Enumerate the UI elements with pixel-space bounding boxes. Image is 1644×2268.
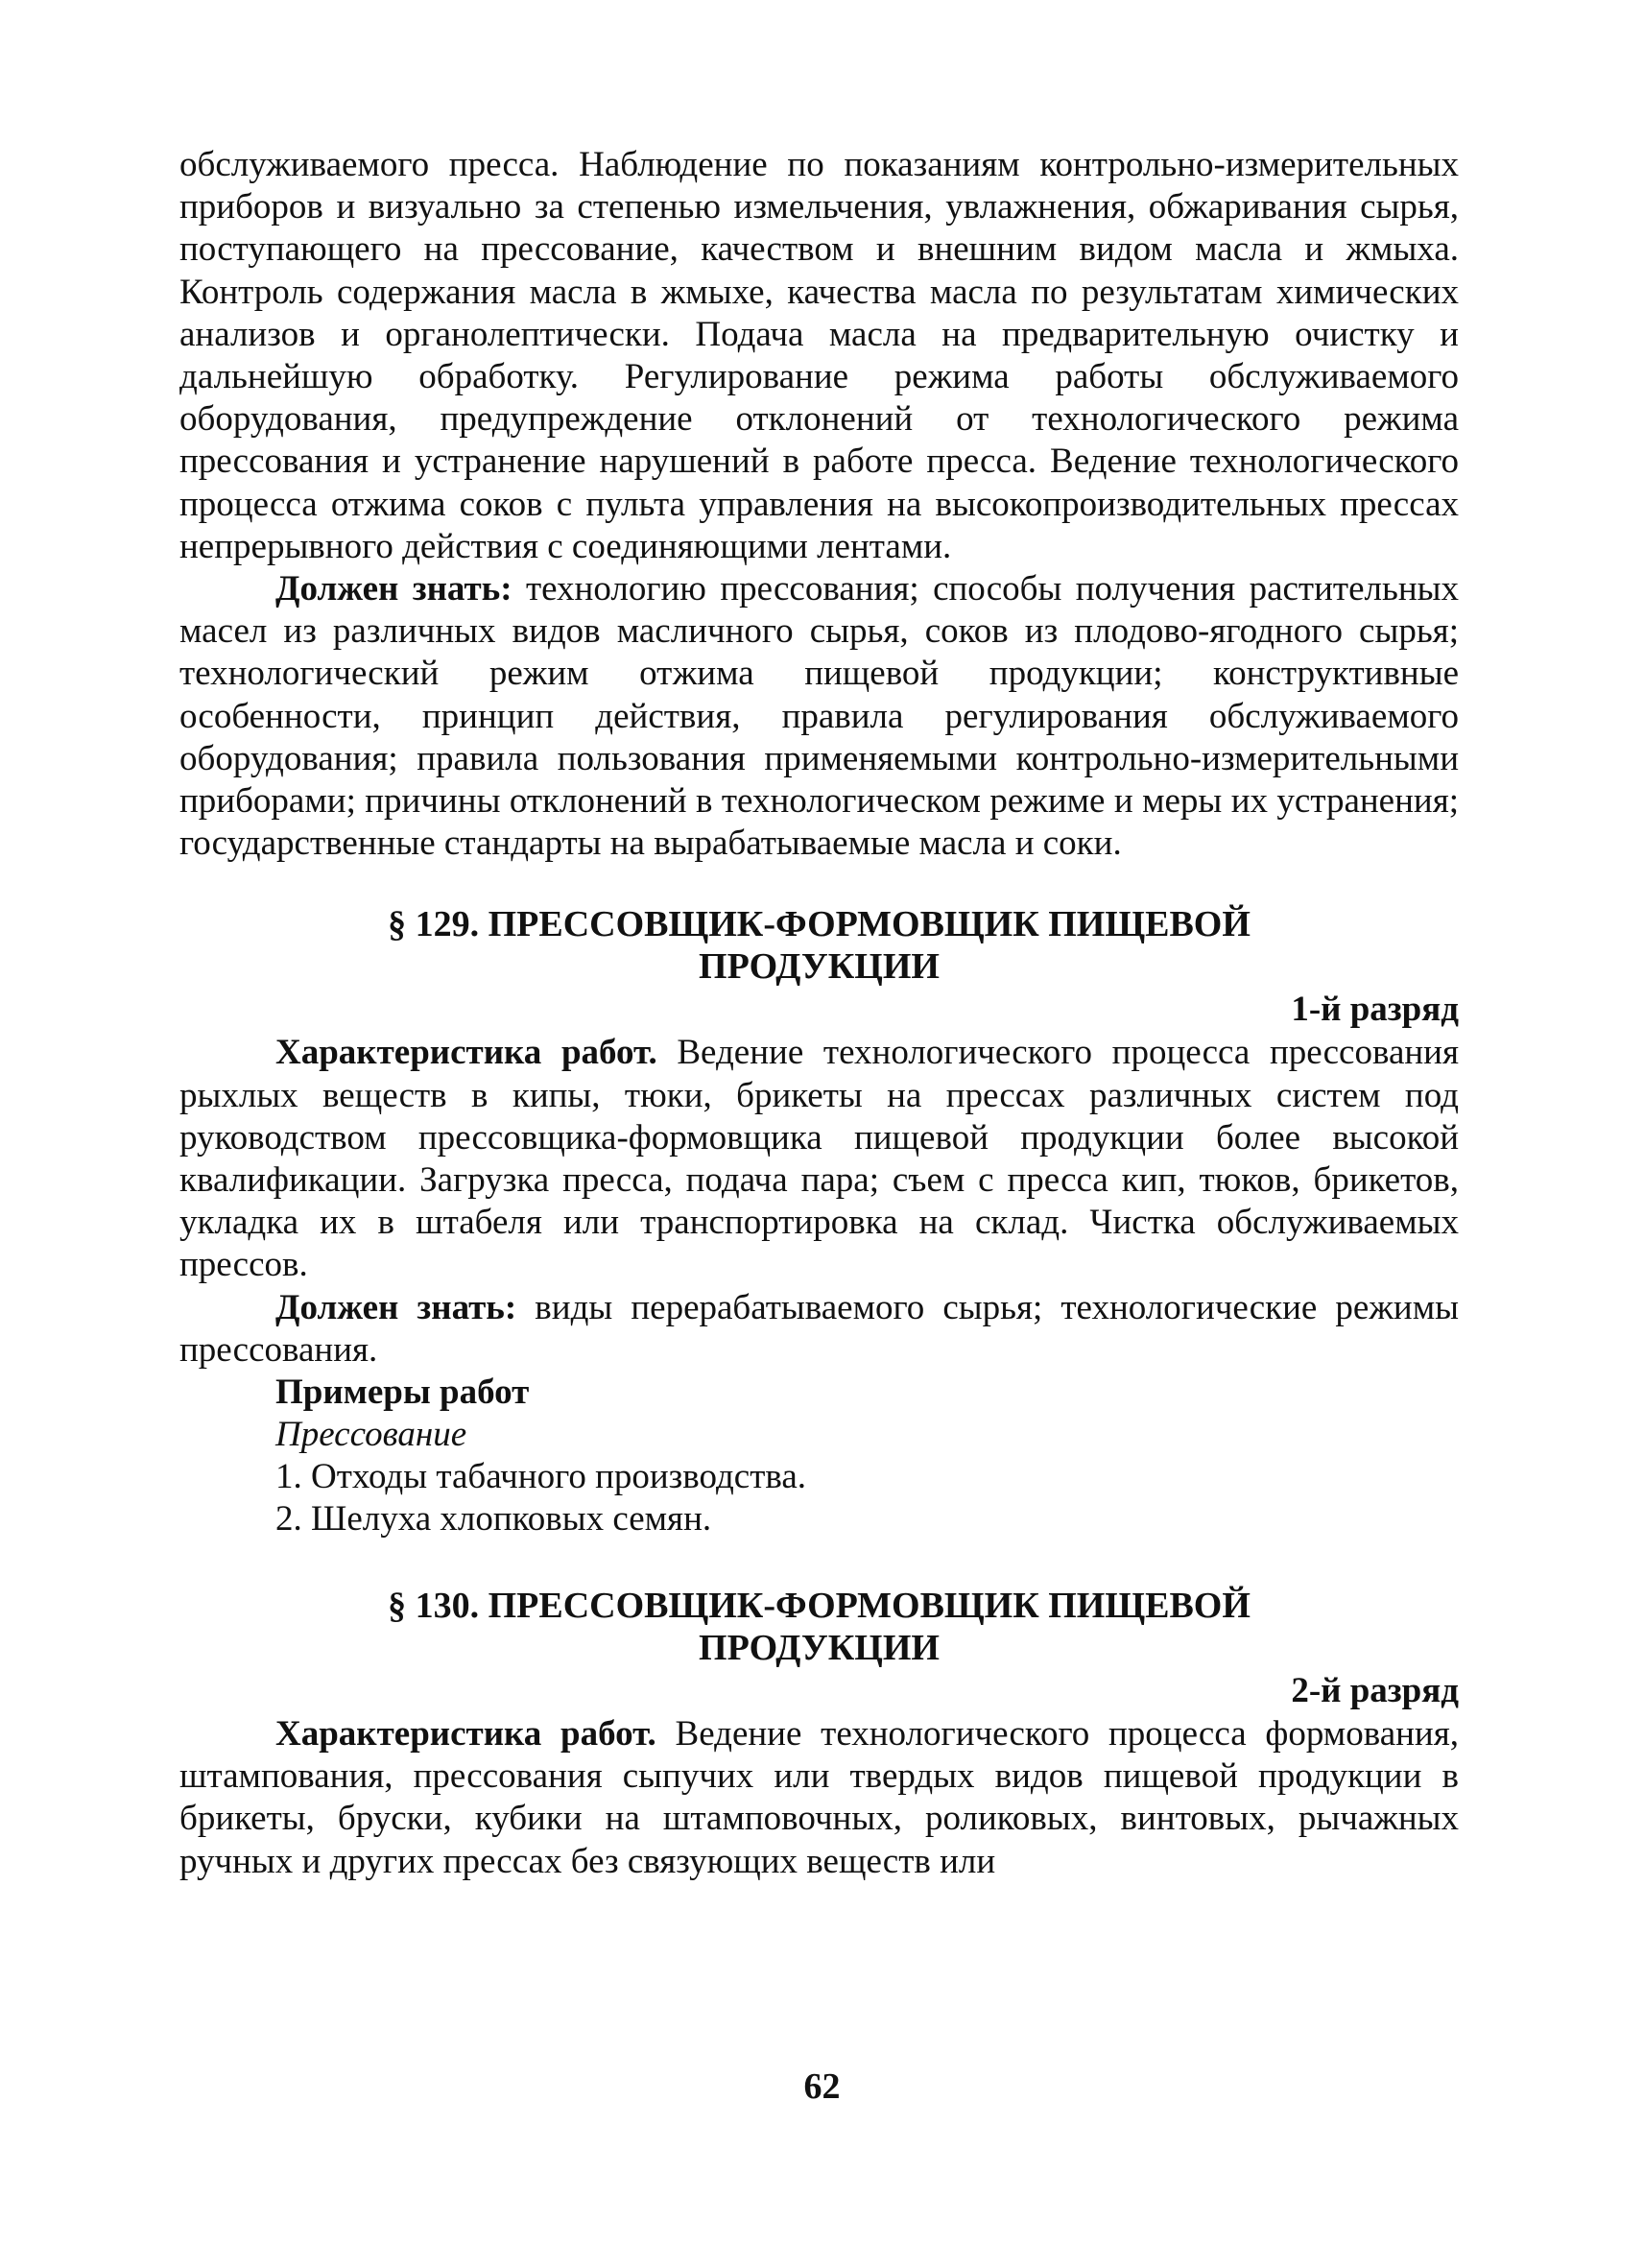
- section-129-characteristics: [179, 1032, 1459, 1286]
- page-number: 62: [803, 2066, 841, 2107]
- section-130-grade: 2-й разряд: [1291, 1671, 1459, 1711]
- characteristics-text: Ведение технологического процесса формования, штампования, прессования сыпучих или твердых видов пищевой продукции в брикеты, бруски, кубики на штамповочных, роликовых, винтовых, рычажных ручных и других прессах без связующих веществ или: [179, 1714, 1459, 1881]
- intro-paragraph: обслуживаемого пресса. Наблюдение по показаниям контрольно-измерительных приборов и визуально за степенью измельчения, увлажнения, обжаривания сырья, поступающего на прессование, качеством и внешним видом масла и жмыха. Контроль содержания масла в жмыхе, качества масла по результатам химических анализов и органолептически. Подача масла на предварительную очистку и дальнейшую обработку. Регулирование режима работы обслуживаемого оборудования, предупреждение отклонений от технологического режима прессования и устранение нарушений в работе пресса. Ведение технологического процесса отжима соков с пульта управления на высокопроизводительных прессах непрерывного действия с соединяющими лентами.: [179, 145, 1459, 566]
- section-130-characteristics: [179, 1713, 1459, 1883]
- section-129-title: [179, 903, 1459, 988]
- section-129-example-item: 2. Шелуха хлопковых семян.: [275, 1499, 712, 1540]
- section-130-title: [179, 1585, 1459, 1669]
- section-129-grade: 1-й разряд: [1291, 990, 1459, 1030]
- section-129-title-line2: ПРОДУКЦИИ: [699, 946, 940, 988]
- knowledge-label: Должен знать:: [275, 1287, 517, 1327]
- characteristics-label: Характеристика работ.: [275, 1714, 656, 1755]
- section-129-examples-subtitle: Прессование: [275, 1415, 467, 1455]
- section-129: [179, 903, 1459, 1540]
- intro-knowledge-paragraph: [179, 568, 1459, 865]
- knowledge-text: технологию прессования; способы получения растительных масел из различных видов масличного сырья, соков из плодово-ягодного сырья; технологический режим отжима пищевой продукции; конструктивные особенности, принцип действия, правила регулирования обслуживаемого оборудования; правила пользования применяемыми контрольно-измерительными приборами; причины отклонений в технологическом режиме и меры их устранения; государственные стандарты на вырабатываемые масла и соки.: [179, 569, 1459, 864]
- section-129-example-item: 1. Отходы табачного производства.: [275, 1457, 807, 1497]
- knowledge-text: виды перерабатываемого сырья; технологические режимы прессования.: [179, 1287, 1459, 1370]
- section-129-title-line1: § 129. ПРЕССОВЩИК-ФОРМОВЩИК ПИЩЕВОЙ: [388, 904, 1251, 945]
- section-130: [179, 1585, 1459, 1883]
- characteristics-label: Характеристика работ.: [275, 1033, 657, 1073]
- characteristics-text: Ведение технологического процесса прессования рыхлых веществ в кипы, тюки, брикеты на прессах различных систем под руководством прессовщика-формовщика пищевой продукции более высокой квалификации. Загрузка пресса, подача пара; съем с пресса кип, тюков, брикетов, укладка их в штабеля или транспортировка на склад. Чистка обслуживаемых прессов.: [179, 1033, 1459, 1285]
- section-129-knowledge: [179, 1287, 1459, 1372]
- page-content: [179, 144, 1459, 1883]
- knowledge-label: Должен знать:: [275, 569, 512, 609]
- section-130-title-line1: § 130. ПРЕССОВЩИК-ФОРМОВЩИК ПИЩЕВОЙ: [388, 1586, 1251, 1627]
- section-129-examples-title: Примеры работ: [275, 1373, 530, 1413]
- section-130-title-line2: ПРОДУКЦИИ: [699, 1628, 940, 1669]
